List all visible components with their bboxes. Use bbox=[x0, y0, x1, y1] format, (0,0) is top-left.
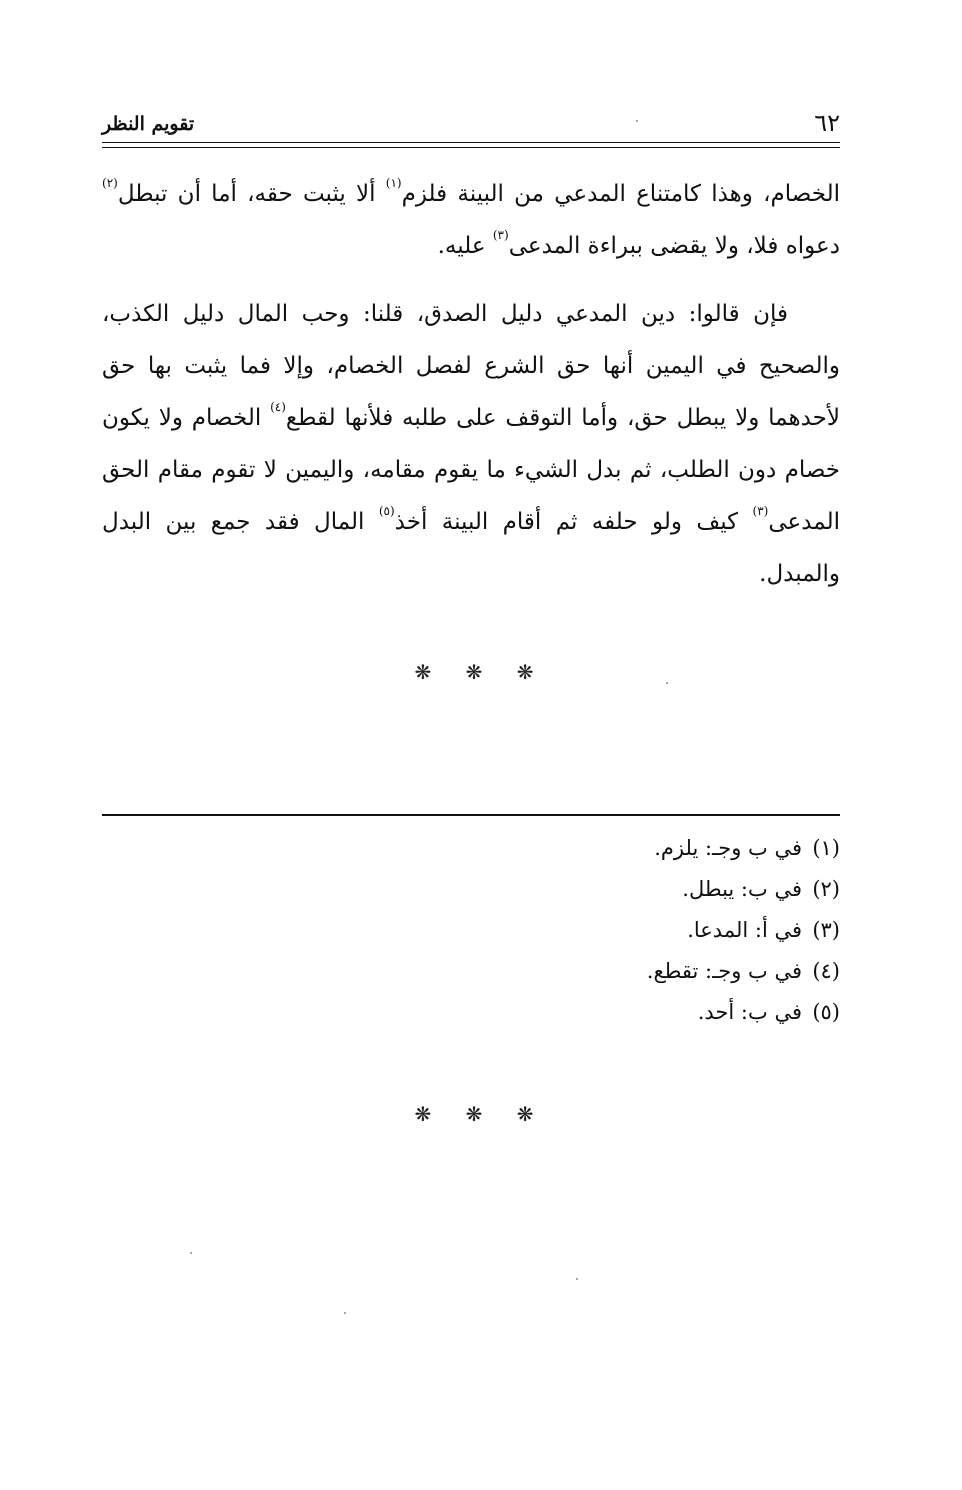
text-run: فإن قالوا: دين المدعي دليل الصدق، قلنا: وحب المال دليل الكذب، والصحيح في اليمين أنها حق الشرع لفصل الخصام، وإلا فما يثبت بها حق لأحدهما ولا يبطل حق، وأما التوقف على طلبه فلأنها لقطع bbox=[102, 301, 840, 431]
text-run: ألا يثبت حقه، أما أن تبطل bbox=[117, 181, 386, 207]
footnote-ref: (٢) bbox=[102, 176, 118, 190]
footnotes bbox=[647, 828, 840, 1033]
header-rule bbox=[102, 142, 840, 143]
footnote-item bbox=[647, 828, 840, 869]
footnote-text: في ب: يبطل. bbox=[682, 877, 802, 901]
footnote-number: (١) bbox=[812, 836, 840, 860]
footnote-rule bbox=[102, 814, 840, 816]
footnote-text: في أ: المدعا. bbox=[687, 918, 802, 942]
footnote-item bbox=[647, 992, 840, 1033]
footnote-ref: (٥) bbox=[378, 504, 395, 518]
footnote-text: في ب وجـ: تقطع. bbox=[646, 959, 802, 983]
header-rule bbox=[102, 147, 840, 148]
footnote-text: في ب وجـ: يلزم. bbox=[654, 836, 802, 860]
text-run: الخصام ولا يكون خصام دون الطلب، ثم بدل الشيء ما يقوم مقامه، واليمين لا تقوم مقام الحق المدعى bbox=[102, 405, 840, 535]
main-text bbox=[102, 168, 840, 600]
scan-speck bbox=[576, 1278, 578, 1280]
scan-speck bbox=[344, 1312, 346, 1314]
footnote-number: (٢) bbox=[812, 877, 840, 901]
scan-speck bbox=[666, 682, 668, 684]
page-number: ٦٢ bbox=[814, 109, 840, 137]
text-run: الخصام، وهذا كامتناع المدعي من البينة فلزم bbox=[401, 181, 840, 207]
footnote-number: (٤) bbox=[812, 959, 840, 983]
text-run: المال فقد جمع بين البدل والمبدل. bbox=[102, 509, 840, 587]
footnote-ref: (٣) bbox=[492, 228, 509, 242]
footnote-number: (٥) bbox=[812, 1000, 840, 1024]
footnote-ref: (٤) bbox=[270, 400, 286, 414]
page-header bbox=[102, 108, 840, 138]
footnote-text: في ب: أحد. bbox=[697, 1000, 802, 1024]
scan-speck bbox=[190, 1252, 192, 1254]
running-title: تقويم النظر bbox=[102, 113, 195, 135]
footnote-number: (٣) bbox=[812, 918, 840, 942]
footnote-item bbox=[647, 869, 840, 910]
text-run: دعواه فلا، ولا يقضى ببراءة المدعى bbox=[508, 233, 840, 259]
section-separator: ❋ ❋ ❋ bbox=[414, 1102, 548, 1126]
footnote-ref: (١) bbox=[385, 176, 402, 190]
section-separator: ❋ ❋ ❋ bbox=[414, 660, 548, 684]
footnote-ref: (٣) bbox=[752, 504, 769, 518]
text-run: عليه. bbox=[437, 233, 493, 259]
paragraph-1 bbox=[102, 168, 840, 272]
footnote-item bbox=[647, 951, 840, 992]
scan-speck bbox=[636, 120, 638, 122]
footnote-item bbox=[647, 910, 840, 951]
paragraph-2 bbox=[102, 288, 840, 600]
text-run: كيف ولو حلفه ثم أقام البينة أخذ bbox=[394, 509, 753, 535]
